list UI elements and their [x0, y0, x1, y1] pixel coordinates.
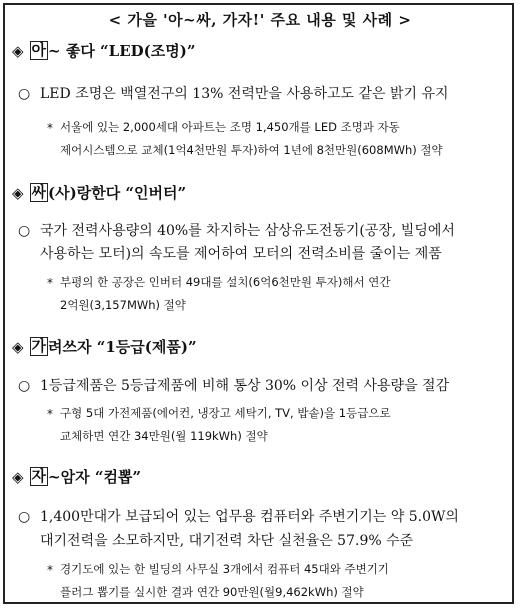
note-line: 2억원(3,157MWh) 절약 [60, 298, 186, 312]
note-line: 서울에 있는 2,000세대 아파트는 조명 1,450개를 LED 조명과 자동 [60, 120, 400, 134]
point-text: 1,400만대가 보급되어 있는 업무용 컴퓨터와 주변기기는 약 5.0W의 [40, 509, 459, 525]
note-line: 경기도에 있는 한 빌딩의 사무실 3개에서 컴퓨터 45대와 주변기기 [60, 562, 389, 576]
section-heading-inverter [12, 182, 186, 203]
section-point [18, 220, 455, 240]
page-title: < 가을 '아~싸, 가자!' 주요 내용 및 사례 > [108, 11, 412, 29]
section-point [18, 375, 449, 395]
asterisk-icon: * [47, 407, 53, 421]
point-text-continued: 대기전력을 소모하지만, 대기전력 차단 실천율은 57.9% 수준 [40, 533, 414, 549]
note-line: 부평의 한 공장은 인버터 49대를 설치(6억6천만원 투자)해서 연간 [60, 275, 391, 289]
note-line: 교체하면 연간 34만원(월 119kWh) 절약 [60, 429, 268, 443]
section-heading-text: ~ 좋다 “LED(조명)” [48, 42, 196, 60]
point-text: 1등급제품은 5등급제품에 비해 통상 30% 이상 전력 사용량을 절감 [40, 378, 450, 394]
asterisk-icon: * [47, 276, 53, 290]
section-point [18, 506, 459, 526]
section-heading-led [12, 40, 195, 61]
point-text-continued: 사용하는 모터)의 속도를 제어하여 모터의 전력소비를 줄이는 제품 [40, 246, 442, 262]
circle-bullet-icon: ○ [18, 223, 31, 239]
section-initial-box: 가 [31, 337, 47, 355]
section-heading-text: ~암자 “컴뽑” [48, 468, 142, 486]
section-initial-box: 아 [31, 41, 47, 59]
diamond-bullet-icon: ◈ [12, 337, 24, 356]
asterisk-icon: * [47, 563, 53, 577]
note-line: 플러그 뽑기를 실시한 결과 연간 90만원(월9,462kWh) 절약 [60, 585, 364, 599]
note-line: 구형 5대 가전제품(에어컨, 냉장고 세탁기, TV, 밥솥)을 1등급으로 [60, 406, 391, 420]
section-point [18, 83, 449, 103]
point-text: LED 조명은 백열전구의 13% 전력만을 사용하고도 같은 밝기 유지 [40, 86, 449, 102]
section-heading-grade1 [12, 336, 197, 357]
asterisk-icon: * [47, 121, 53, 135]
section-initial-box: 싸 [31, 183, 47, 201]
note-line: 제어시스템으로 교체(1억4천만원 투자)하여 1년에 8천만원(608MWh) 절약 [60, 143, 443, 157]
point-text: 국가 전력사용량의 40%를 차지하는 삼상유도전동기(공장, 빌딩에서 [40, 223, 455, 239]
section-heading-computer [12, 466, 141, 487]
diamond-bullet-icon: ◈ [12, 183, 24, 202]
circle-bullet-icon: ○ [18, 86, 31, 102]
circle-bullet-icon: ○ [18, 509, 31, 525]
section-initial-box: 자 [31, 467, 47, 485]
diamond-bullet-icon: ◈ [12, 467, 24, 486]
circle-bullet-icon: ○ [18, 378, 31, 394]
section-heading-text: 려쓰자 “1등급(제품)” [48, 338, 197, 356]
section-heading-text: (사)랑한다 “인버터” [48, 184, 187, 202]
diamond-bullet-icon: ◈ [12, 41, 24, 60]
